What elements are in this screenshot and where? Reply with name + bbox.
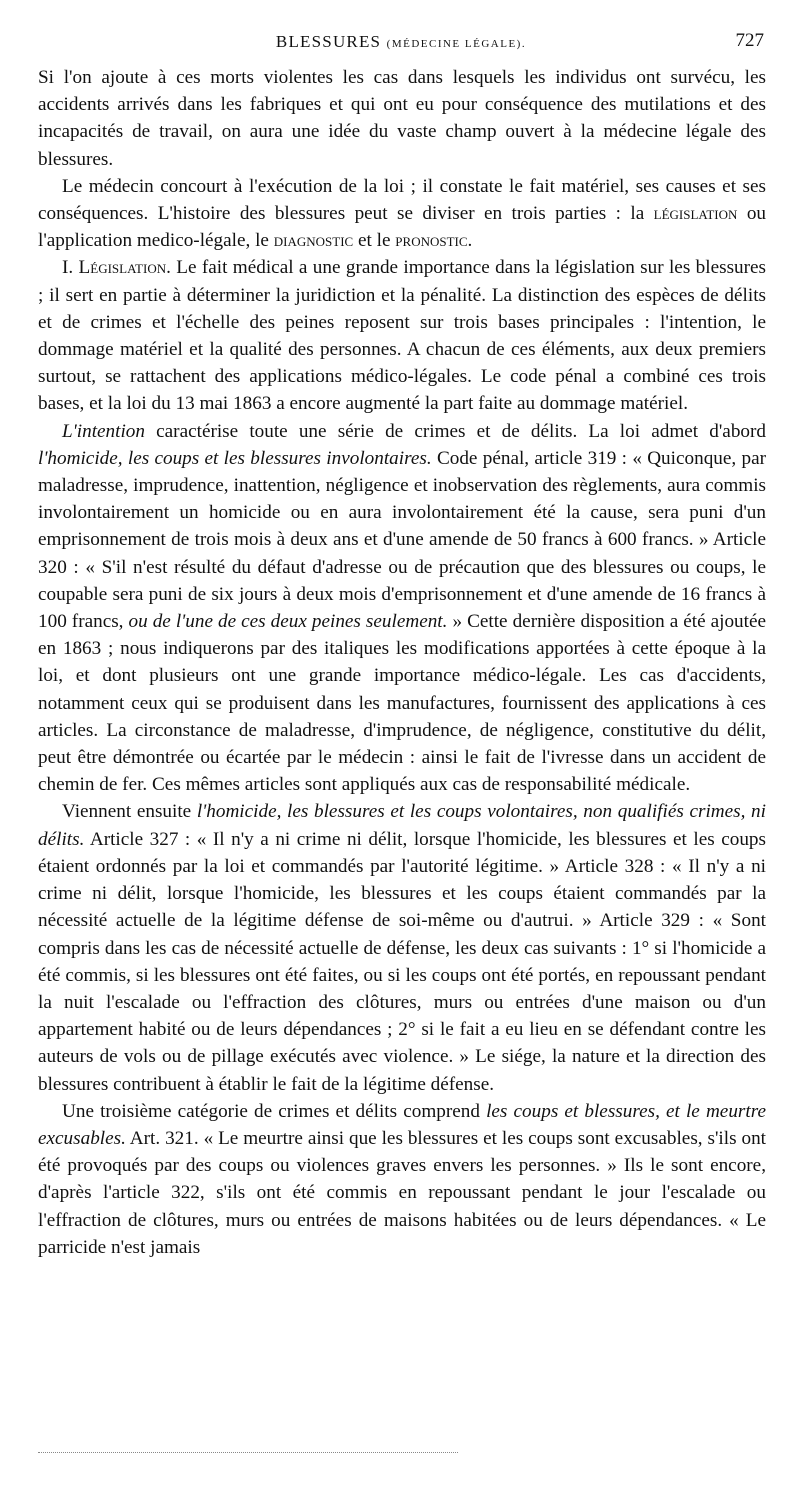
paragraph-2-text-b: ou l'application medico-légale, le [38, 203, 767, 252]
section-heading-legislation: I. Législation. [62, 257, 171, 279]
term-diagnostic: diagnostic [273, 230, 354, 252]
paragraph-3-text: Le fait médical a une grande importance dans la législation sur les blessures ; il sert en partie à déterminer la juridiction et la pénalité. La distinction des espèces de délits et de crimes et l'échelle des peines reposent sur trois bases principales : l'intention, le dommage matériel et la qualité des personnes. A chacun de ces éléments, aux deux premiers surtout, se rattachent des applications médico-légales. Le code pénal a combiné ces trois bases, et la loi du 13 mai 1863 a encore augmenté la part faite au dommage matériel. [38, 257, 767, 415]
paragraph-3 [38, 254, 766, 417]
paragraph-1 [38, 64, 766, 173]
running-title-subtitle: (MÉDECINE LÉGALE). [386, 38, 527, 50]
term-legislation: législation [653, 203, 738, 225]
paragraph-4-text-b: Code pénal, article 319 : « Quiconque, par maladresse, imprudence, inattention, négligence et inobservation des règlements, aura commis involontairement un homicide ou en aura involontairement été la cause, sera puni d'un emprisonnement de trois mois à deux ans et d'une amende de 50 francs à 600 francs. » Article 320 : « S'il n'est résulté du défaut d'adresse ou de précaution que des blessures ou coups, le coupable sera puni de six jours à deux mois d'emprisonnement et d'une amende de 16 francs à 100 francs, [38, 447, 766, 633]
page-header [38, 30, 764, 56]
paragraph-4 [38, 418, 766, 799]
paragraph-6 [38, 1098, 766, 1261]
paragraph-6-italic-1: les coups et blessures, et le meurtre excusables. [38, 1100, 766, 1149]
running-title [38, 32, 764, 52]
paragraph-5-text-a: Viennent ensuite [62, 801, 197, 823]
paragraph-5 [38, 798, 766, 1097]
paragraph-2-text-a: Le médecin concourt à l'exécution de la loi ; il constate le fait matériel, ses causes et ses conséquences. L'histoire des blessures peut se diviser en trois parties : la [38, 175, 766, 225]
paragraph-4-text-c: » Cette dernière disposition a été ajoutée en 1863 ; nous indiquerons par des italiques les modifications apportées à cette époque à la loi, et dont plusieurs ont une grande importance médico-légale. Les cas d'accidents, notamment ceux qui se produisent dans les manufactures, fournissent des applications à ces articles. La circonstance de maladresse, d'imprudence, de négligence, constitutive du délit, peut être démontrée ou écartée par le médecin : ainsi le fait de l'ivresse dans un accident de chemin de fer. Ces mêmes articles sont appliqués aux cas de responsabilité médicale. [38, 611, 767, 796]
term-pronostic: pronostic [395, 230, 468, 252]
paragraph-6-text-a: Une troisième catégorie de crimes et délits comprend [62, 1100, 487, 1122]
paragraph-6-text-b: Art. 321. « Le meurtre ainsi que les blessures et les coups sont excusables, s'ils ont été provoqués par des coups ou violences graves envers les personnes. » Ils le sont encore, d'après l'article 322, s'ils ont été commis en repoussant pendant le jour l'escalade ou l'effraction de clôtures, murs ou entrées de maisons habitées ou de leurs dépendances. « Le parricide n'est jamais [38, 1127, 766, 1258]
paragraph-2-text-d: . [467, 230, 473, 252]
paragraph-4-text-a: caractérise toute une série de crimes et de délits. La loi admet d'abord [145, 420, 766, 442]
running-title-main: BLESSURES [275, 32, 382, 51]
paragraph-5-italic-1: l'homicide, les blessures et les coups volontaires, non qualifiés crimes, ni délits. [38, 801, 766, 850]
paragraph-5-text-b: Article 327 : « Il n'y a ni crime ni délit, lorsque l'homicide, les blessures et les coups étaient ordonnés par la loi et commandés par l'autorité légitime. » Article 328 : « Il n'y a ni crime ni délit, lorsque l'homicide, les blessures et les coups étaient commandés par la nécessité actuelle de la légitime défense de soi-même ou d'autrui. » Article 329 : « Sont compris dans les cas de nécessité actuelle de défense, les deux cas suivants : 1° si l'homicide a été commis, si les blessures ont été faites, ou si les coups ont été portés, en repoussant pendant la nuit l'escalade ou l'effraction des clôtures, murs ou entrées d'une maison ou d'un appartement habité ou de leurs dépendances ; 2° si le fait a eu lieu en se défendant contre les auteurs de vols ou de pillage exécutés avec violence. » Le siége, la nature et la direction des blessures contribuent à établir le fait de la légitime défense. [38, 828, 766, 1095]
page-number: 727 [735, 30, 764, 51]
body-text [38, 64, 766, 1261]
paragraph-4-italic-3: ou de l'une de ces deux peines seulement. [128, 611, 448, 633]
paragraph-1-text: Si l'on ajoute à ces morts violentes les cas dans lesquels les individus ont survécu, les accidents arrivés dans les fabriques et qui ont eu pour conséquence des mutilations et des incapacités de travail, on aura une idée du vaste champ ouvert à la médecine légale des blessures. [38, 67, 766, 170]
paragraph-2 [38, 173, 766, 255]
paragraph-2-text-c: et le [353, 230, 396, 252]
paragraph-4-italic-2: l'homicide, les coups et les blessures involontaires. [38, 447, 432, 469]
footer-rule [38, 1452, 458, 1453]
paragraph-4-italic-1: L'intention [62, 420, 145, 442]
